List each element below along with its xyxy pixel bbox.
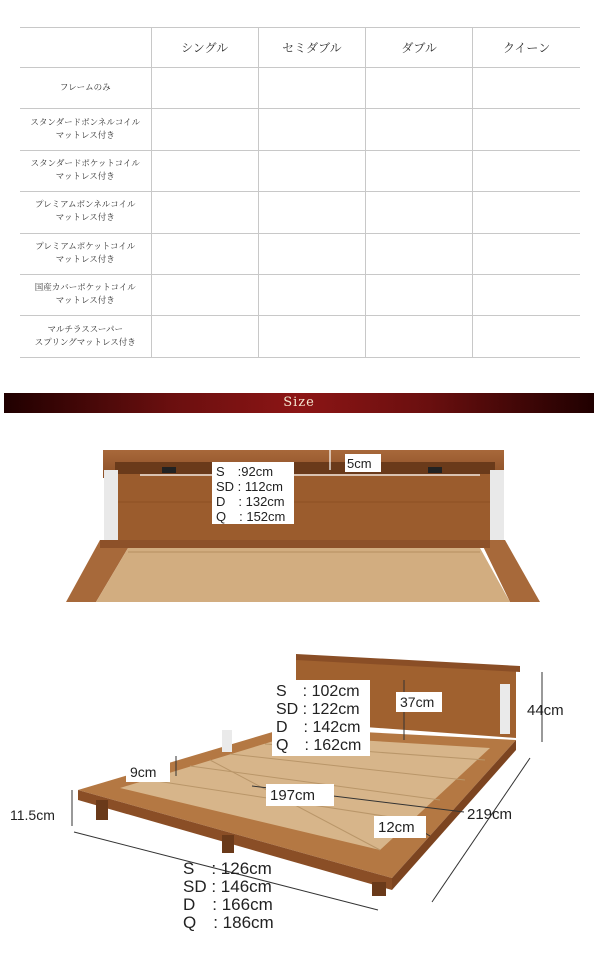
headboard-diagram	[0, 440, 600, 612]
table-cell	[473, 68, 580, 109]
table-cell	[151, 150, 258, 191]
table-cell	[151, 192, 258, 233]
table-cell	[473, 274, 580, 315]
table-cell	[258, 316, 365, 357]
mattress-width-s: S : 102cm	[276, 683, 360, 700]
outer-width-s: S : 126cm	[183, 859, 272, 878]
headboard-width-q: Q : 152cm	[216, 509, 286, 524]
table-cell	[258, 109, 365, 150]
table-cell	[258, 192, 365, 233]
row-label: マルチラススーパー スプリングマットレス付き	[20, 316, 151, 357]
total-height: 44cm	[527, 702, 564, 719]
row-label: プレミアムボンネルコイル マットレス付き	[20, 192, 151, 233]
table-row	[20, 274, 580, 315]
outer-width-d: D : 166cm	[183, 895, 273, 914]
mattress-width-d: D : 142cm	[276, 719, 361, 736]
frame-height: 9cm	[130, 764, 157, 780]
row-label: スタンダードポケットコイル マットレス付き	[20, 150, 151, 191]
table-cell	[366, 233, 473, 274]
table-row	[20, 192, 580, 233]
row-label: フレームのみ	[20, 68, 151, 109]
table-row	[20, 109, 580, 150]
header-single: シングル	[151, 28, 258, 68]
header-empty	[20, 28, 151, 68]
size-banner-title: Size	[283, 395, 315, 410]
table-cell	[258, 68, 365, 109]
frame-illustration	[0, 640, 600, 970]
header-queen: クイーン	[473, 28, 580, 68]
size-banner	[4, 393, 594, 413]
table-cell	[151, 316, 258, 357]
table-cell	[366, 68, 473, 109]
table-cell	[366, 192, 473, 233]
outer-width-sd: SD : 146cm	[183, 877, 272, 896]
headboard-depth: 5cm	[347, 456, 372, 471]
table-cell	[366, 274, 473, 315]
header-semi-double: セミダブル	[258, 28, 365, 68]
outer-width-q: Q : 186cm	[183, 913, 274, 932]
mattress-width-q: Q : 162cm	[276, 737, 362, 754]
table-cell	[151, 274, 258, 315]
table-cell	[366, 109, 473, 150]
table-cell	[473, 233, 580, 274]
headboard-width-sd: SD : 112cm	[216, 479, 283, 494]
total-length: 219cm	[467, 806, 513, 823]
table-cell	[473, 192, 580, 233]
price-table	[20, 27, 580, 358]
table-cell	[151, 233, 258, 274]
table-cell	[366, 150, 473, 191]
table-cell	[473, 150, 580, 191]
row-label: スタンダードボンネルコイル マットレス付き	[20, 109, 151, 150]
table-header-row	[20, 28, 580, 68]
table-cell	[258, 233, 365, 274]
floor-height: 11.5cm	[10, 807, 55, 823]
table-cell	[151, 68, 258, 109]
header-double: ダブル	[366, 28, 473, 68]
table-cell	[258, 150, 365, 191]
mattress-width-sd: SD : 122cm	[276, 701, 360, 718]
row-label: 国産カバーポケットコイル マットレス付き	[20, 274, 151, 315]
headboard-width-d: D : 132cm	[216, 494, 285, 509]
mattress-length: 197cm	[270, 787, 316, 804]
table-cell	[366, 316, 473, 357]
headboard-width-s: S :92cm	[216, 464, 274, 479]
headboard-illustration	[0, 440, 600, 612]
side-width: 12cm	[378, 819, 415, 836]
frame-diagram	[0, 640, 600, 970]
table-cell	[258, 274, 365, 315]
table-cell	[473, 109, 580, 150]
table-cell	[151, 109, 258, 150]
table-row	[20, 233, 580, 274]
table-row	[20, 68, 580, 109]
table-row	[20, 316, 580, 357]
table-cell	[473, 316, 580, 357]
row-label: プレミアムポケットコイル マットレス付き	[20, 233, 151, 274]
headboard-height: 37cm	[400, 694, 435, 710]
table-row	[20, 150, 580, 191]
